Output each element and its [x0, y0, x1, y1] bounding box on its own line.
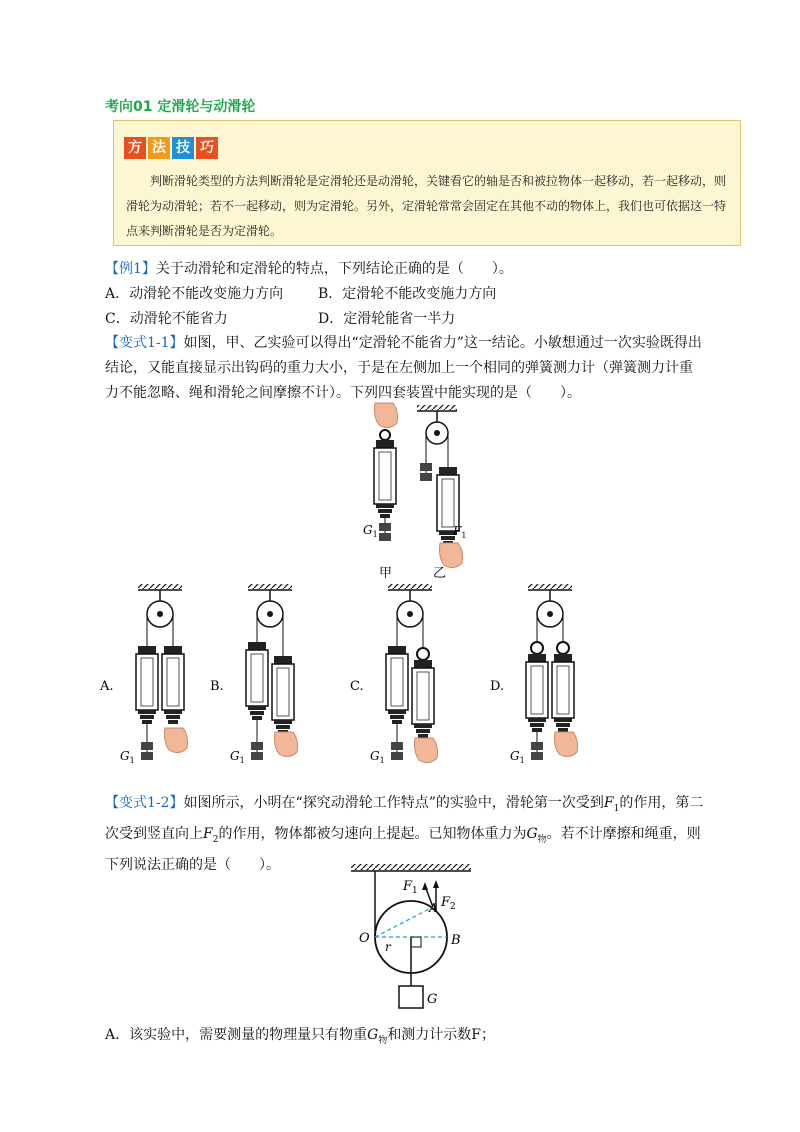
svg-text:G1: $G_1$: [510, 749, 525, 765]
variant2-tag: 【变式1-2】: [105, 795, 184, 811]
option-c: C．动滑轮不能省力: [105, 311, 228, 327]
pulley-diagram: [345, 862, 475, 1012]
variant2-question: 【变式1-2】如图所示，小明在“探究动滑轮工作特点”的实验中，滑轮第一次受到$F_1$的作用，第二次受到竖直向上$F_2$的作用，物体都被匀速向上提起。已知物体重力为$G_物$。若不计摩擦和绳重，则下列说法正确的是（ ）。: [105, 795, 704, 873]
tip-badge-2: 法: [148, 137, 170, 159]
tip-badge-1: 方: [124, 137, 146, 159]
choice-b-label: B.: [210, 679, 224, 694]
svg-text:G1: $G_1$: [370, 749, 385, 765]
fig-f-label: $F_1$: [453, 524, 467, 540]
diagram-g-label: G: [427, 992, 438, 1007]
diagram-r-label: r: [385, 940, 391, 954]
section-heading: 考向01 定滑轮与动滑轮: [105, 99, 256, 115]
fig-yi-apparatus: [417, 405, 463, 568]
fig-yi-label: 乙: [433, 566, 447, 581]
fig-jia-label: 甲: [379, 566, 393, 581]
choice-c-label: C.: [350, 679, 364, 694]
variant1-tag: 【变式1-1】: [105, 335, 184, 351]
option-a: A．动滑轮不能改变施力方向: [105, 286, 284, 302]
option-d: D．定滑轮能省一半力: [318, 311, 456, 327]
setup-c: [340, 582, 450, 777]
example1-question: [105, 257, 513, 282]
option-b: B．定滑轮不能改变施力方向: [318, 286, 497, 302]
svg-text:G1: $G_1$: [120, 749, 135, 765]
diagram-a-label: A: [429, 901, 438, 915]
diagram-o-label: O: [359, 931, 370, 946]
tip-text: 判断滑轮类型的方法判断滑轮是定滑轮还是动滑轮，关键看它的轴是否和被拉物体一起移动，若一起移动，则滑轮为动滑轮；若不一起移动，则为定滑轮。另外，定滑轮常常会固定在其他不动的物体上，我们也可依据这一特点来判断滑轮是否为定滑轮。: [126, 174, 727, 238]
choice-a-label: A.: [100, 679, 114, 694]
fig-jia-apparatus: [374, 403, 398, 541]
tip-badge-3: 技: [172, 137, 194, 159]
svg-text:G1: $G_1$: [230, 749, 245, 765]
example1-tag: 【例1】: [105, 261, 156, 277]
fig-g-label: $G_1$: [363, 523, 378, 539]
setup-b: [200, 582, 310, 777]
setup-a: [90, 582, 200, 777]
answer-option-a: A．该实验中，需要测量的物理量只有物重$G_物$和测力计示数F；: [105, 1027, 496, 1046]
diagram-b-label: B: [451, 933, 461, 948]
figure-jia-yi: [355, 403, 465, 583]
variant1-question: [105, 331, 705, 406]
choice-d-label: D.: [490, 679, 505, 694]
example1-text: 关于动滑轮和定滑轮的特点，下列结论正确的是（ ）。: [155, 261, 513, 277]
tip-badge-4: 巧: [196, 137, 218, 159]
setups-row: [0, 582, 800, 782]
diagram-f2-label: $F_2$: [441, 895, 456, 912]
diagram-f1-label: $F_1$: [403, 879, 418, 896]
method-tip-box: [113, 120, 741, 246]
setup-d: [480, 582, 590, 777]
variant1-text: 如图，甲、乙实验可以得出“定滑轮不能省力”这一结论。小敏想通过一次实验既得出结论，又能直接显示出钩码的重力大小，于是在左侧加上一个相同的弹簧测力计（弹簧测力计重力不能忽略、绳和滑轮之间摩擦不计）。下列四套装置中能实现的是（ ）。: [105, 335, 702, 401]
